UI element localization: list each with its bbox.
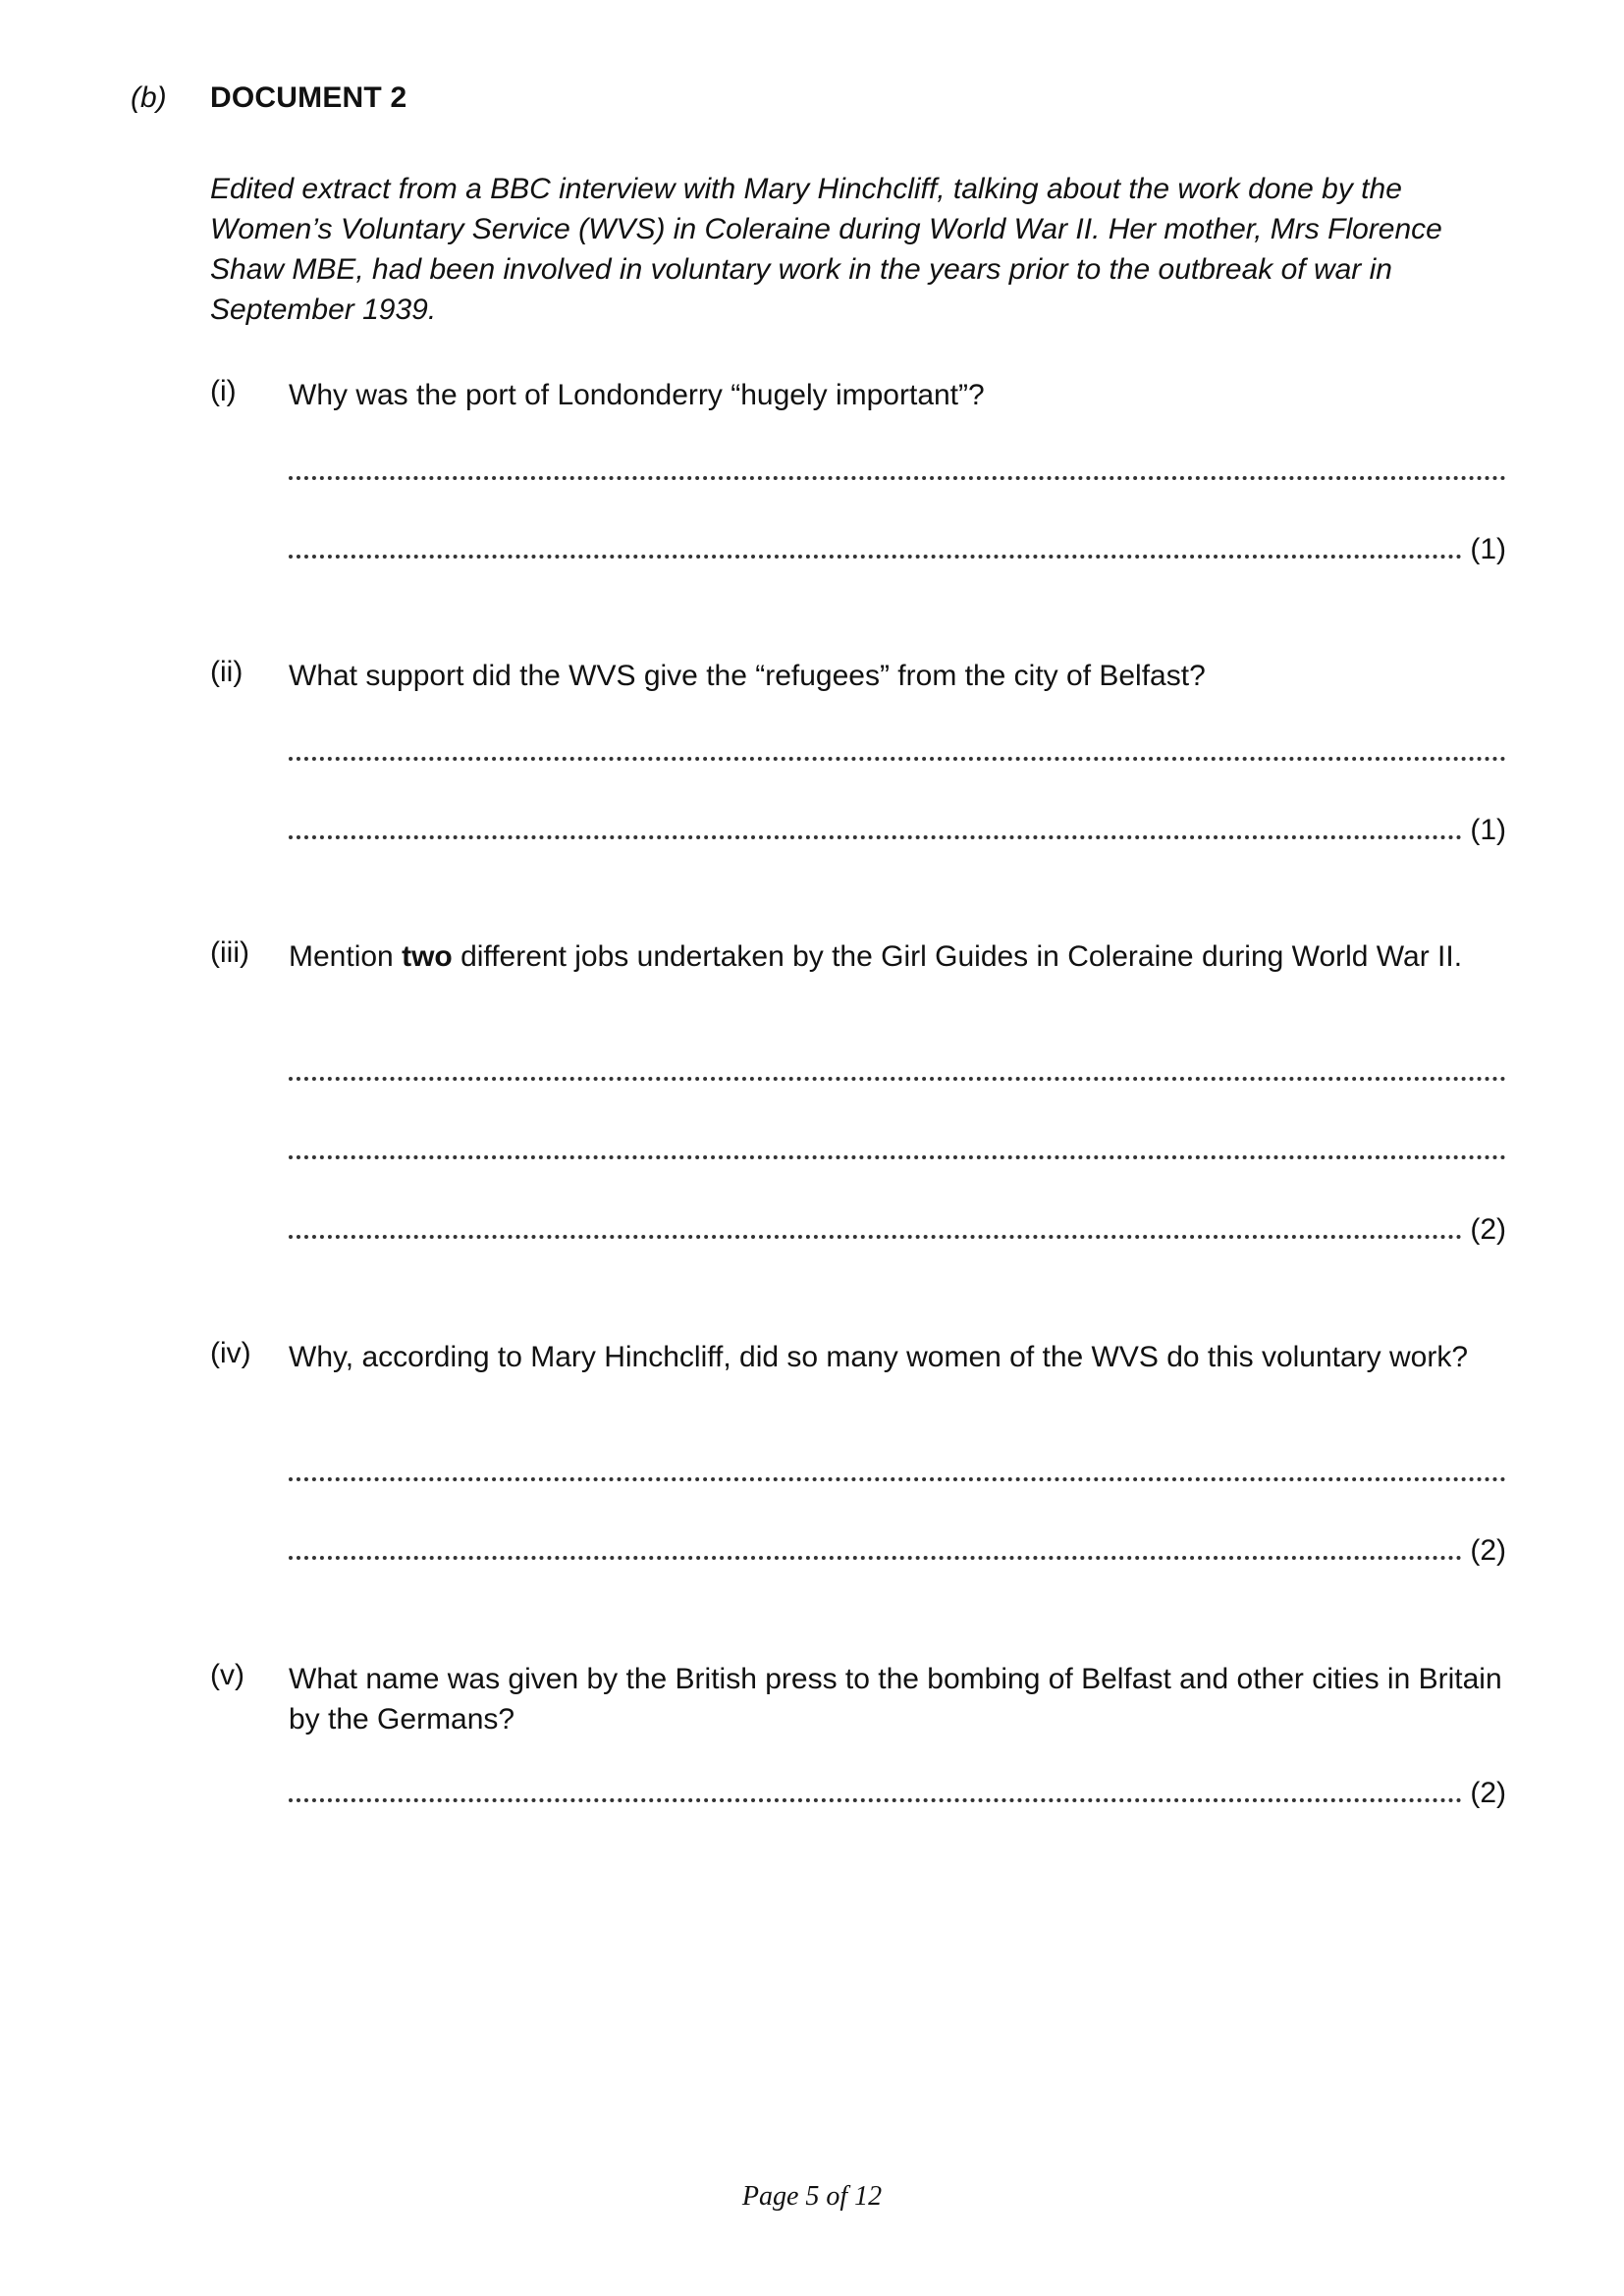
answer-line-iii-3[interactable] bbox=[289, 1211, 1506, 1245]
question-text-i: Why was the port of Londonderry “hugely important”? bbox=[289, 379, 985, 411]
part-label: (b) bbox=[131, 81, 167, 114]
dotted-line bbox=[289, 555, 1462, 559]
dotted-line bbox=[289, 1798, 1462, 1802]
mark-allocation: (2) bbox=[1470, 1534, 1506, 1567]
question-number-iii: (iii) bbox=[210, 936, 249, 969]
answer-line-ii-2[interactable] bbox=[289, 812, 1506, 845]
answer-line-i-2[interactable] bbox=[289, 531, 1506, 564]
question-number-i: (i) bbox=[210, 375, 237, 407]
dotted-line bbox=[289, 1477, 1506, 1481]
answer-line-v-1[interactable] bbox=[289, 1775, 1506, 1808]
question-number-ii: (ii) bbox=[210, 656, 244, 688]
emphasis-word: two bbox=[402, 940, 453, 973]
dotted-line bbox=[289, 476, 1506, 480]
dotted-line bbox=[289, 1556, 1462, 1560]
dotted-line bbox=[289, 757, 1506, 761]
question-text-part: different jobs undertaken by the Girl Guides in Coleraine during World War II. bbox=[452, 940, 1463, 973]
question-text-ii: What support did the WVS give the “refugees” from the city of Belfast? bbox=[289, 660, 1206, 692]
mark-allocation: (1) bbox=[1470, 814, 1506, 846]
mark-allocation: (1) bbox=[1470, 533, 1506, 565]
question-text-part: Mention bbox=[289, 940, 403, 973]
dotted-line bbox=[289, 1155, 1506, 1159]
question-number-iv: (iv) bbox=[210, 1337, 251, 1369]
question-text-iv: Why, according to Mary Hinchcliff, did so many women of the WVS do this voluntary work? bbox=[289, 1341, 1469, 1373]
document-heading: DOCUMENT 2 bbox=[210, 81, 407, 114]
answer-line-ii-1[interactable] bbox=[289, 733, 1506, 767]
question-text-v: What name was given by the British press to the bombing of Belfast and other cities in Britain by the Germans? bbox=[289, 1663, 1502, 1735]
answer-line-iv-1[interactable] bbox=[289, 1454, 1506, 1487]
answer-line-i-1[interactable] bbox=[289, 453, 1506, 486]
mark-allocation: (2) bbox=[1470, 1213, 1506, 1246]
dotted-line bbox=[289, 1077, 1506, 1081]
dotted-line bbox=[289, 1235, 1462, 1239]
answer-line-iv-2[interactable] bbox=[289, 1532, 1506, 1566]
page-footer: Page 5 of 12 bbox=[741, 2181, 883, 2212]
answer-line-iii-1[interactable] bbox=[289, 1053, 1506, 1087]
document-intro: Edited extract from a BBC interview with Mary Hinchcliff, talking about the work done by the Women’s Voluntary Service (WVS) in Coleraine during World War II. Her mother, Mrs Florence Shaw MBE, had been involved in voluntary work in the years prior to the outbreak of war in September 1939. bbox=[210, 173, 1442, 326]
question-text-iii bbox=[289, 936, 1506, 977]
question-number-v: (v) bbox=[210, 1659, 244, 1691]
answer-line-iii-2[interactable] bbox=[289, 1132, 1506, 1165]
mark-allocation: (2) bbox=[1470, 1777, 1506, 1809]
dotted-line bbox=[289, 835, 1462, 839]
